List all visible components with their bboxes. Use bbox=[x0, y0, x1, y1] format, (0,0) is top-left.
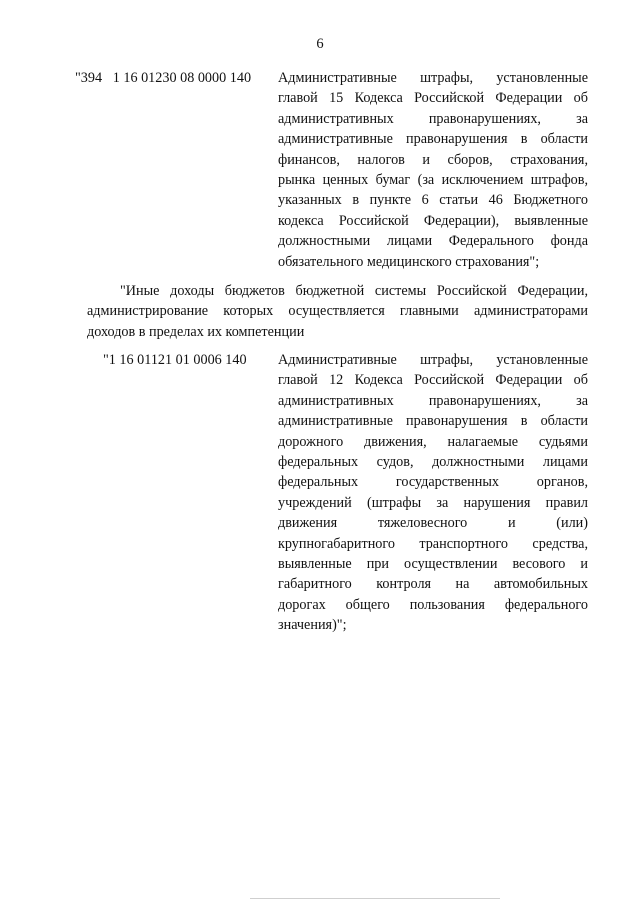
description-line: должностными лицами Федерального фонда bbox=[278, 233, 588, 250]
description-line: выявленные при осуществлении весового и bbox=[278, 555, 588, 572]
description-line: учреждений (штрафы за нарушения правил bbox=[278, 494, 588, 511]
description-line: главой 12 Кодекса Российской Федерации об bbox=[278, 372, 588, 389]
description-line: федеральных судов, должностными лицами bbox=[278, 453, 588, 470]
description-line: административные правонарушения в области bbox=[278, 413, 588, 430]
description-line: дорогах общего пользования федерального bbox=[278, 596, 588, 613]
description-line: административные правонарушения в области bbox=[278, 131, 588, 148]
description-line: значения)"; bbox=[278, 617, 347, 634]
description-line: рынка ценных бумаг (за исключением штрафов, bbox=[278, 171, 588, 188]
description-line: административных правонарушениях, за bbox=[278, 392, 588, 409]
description-line: Административные штрафы, установленные bbox=[278, 352, 588, 368]
entry-description bbox=[278, 68, 588, 272]
description-line: главой 15 Кодекса Российской Федерации об bbox=[278, 90, 588, 107]
section-line: доходов в пределах их компетенции bbox=[87, 323, 305, 340]
description-line: движения тяжеловесного и (или) bbox=[278, 515, 588, 532]
section-line: администрирование которых осуществляется главными администраторами bbox=[87, 303, 588, 320]
section-line: "Иные доходы бюджетов бюджетной системы Российской Федерации, bbox=[120, 283, 588, 299]
description-line: дорожного движения, налагаемые судьями bbox=[278, 433, 588, 450]
description-line: габаритного контроля на автомобильных bbox=[278, 576, 588, 593]
entry-description bbox=[278, 350, 588, 635]
description-line: административных правонарушениях, за bbox=[278, 110, 588, 127]
description-line: указанных в пункте 6 статьи 46 Бюджетного bbox=[278, 192, 588, 209]
description-line: федеральных государственных органов, bbox=[278, 474, 588, 491]
scan-edge-divider bbox=[250, 898, 500, 899]
description-line: кодекса Российской Федерации), выявленные bbox=[278, 212, 588, 229]
budget-classification-code: "394 1 16 01230 08 0000 140 bbox=[75, 70, 252, 86]
description-line: обязательного медицинского страхования"; bbox=[278, 253, 540, 270]
page-number: 6 bbox=[316, 36, 324, 52]
description-line: финансов, налогов и сборов, страхования, bbox=[278, 151, 588, 168]
description-line: крупногабаритного транспортного средства, bbox=[278, 535, 588, 552]
section-heading-paragraph bbox=[87, 281, 588, 342]
description-line: Административные штрафы, установленные bbox=[278, 70, 588, 86]
budget-classification-code: "1 16 01121 01 0006 140 bbox=[103, 352, 247, 368]
